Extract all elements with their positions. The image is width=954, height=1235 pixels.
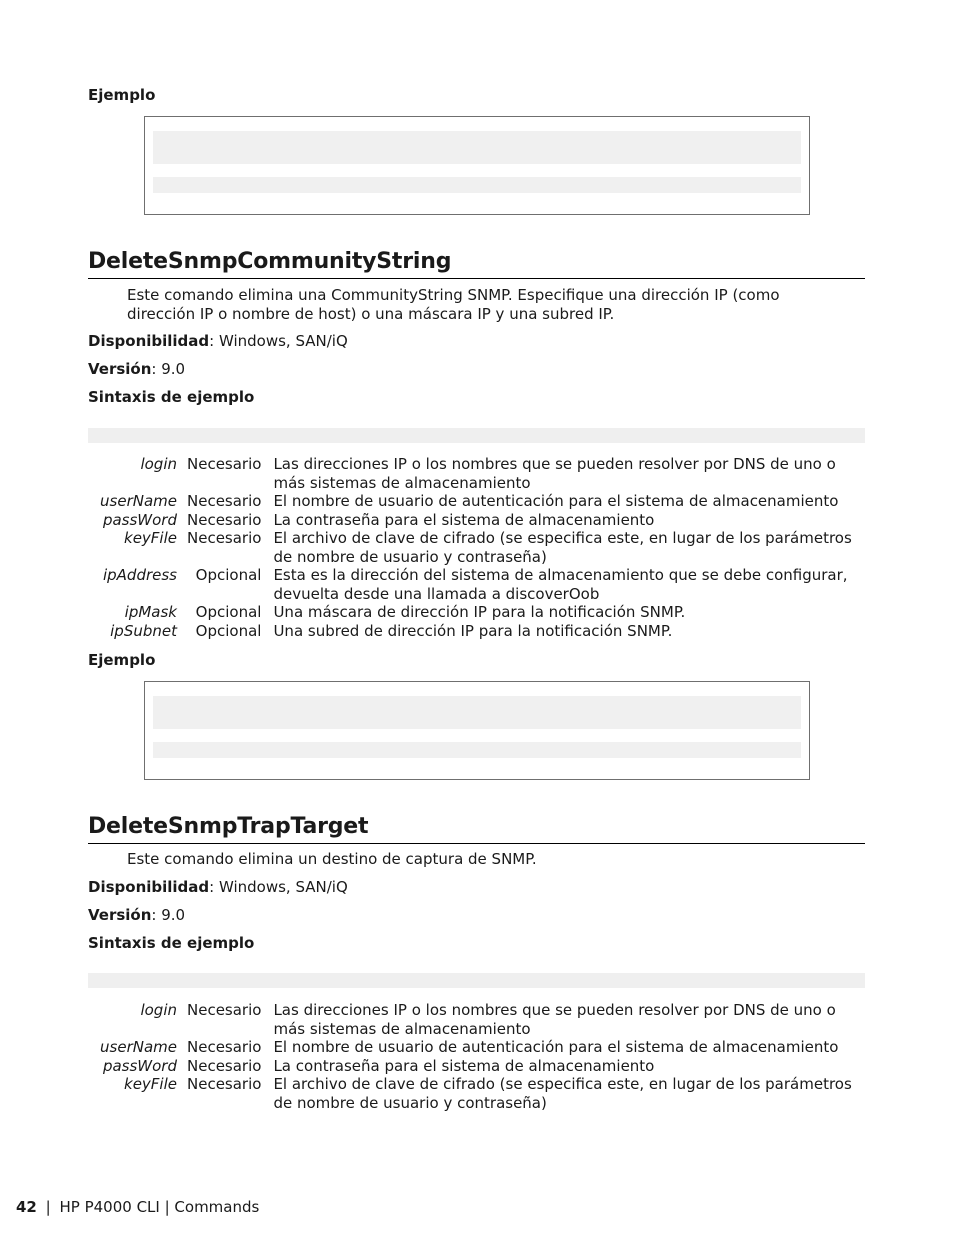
parameter-name: keyFile (124, 529, 177, 547)
parameter-name: passWord (102, 1056, 177, 1075)
parameter-row (88, 511, 863, 530)
parameter-name: userName (100, 1038, 177, 1056)
parameter-description: Las direcciones IP o los nombres que se pueden resolver por DNS de uno o más sistemas de almacenamiento (273, 455, 836, 492)
section-title-delete-snmp-community-string: DeleteSnmpCommunityString (88, 249, 452, 274)
parameter-description: El archivo de clave de cifrado (se especifica este, en lugar de los parámetros de nombre de usuario y contraseña) (273, 1075, 852, 1112)
availability-line (88, 332, 348, 351)
parameter-requirement: Necesario (187, 455, 262, 473)
parameter-requirement: Necesario (187, 492, 262, 510)
section-rule (88, 843, 865, 844)
availability-value: : Windows, SAN/iQ (209, 878, 348, 896)
parameter-row (88, 1001, 863, 1038)
parameter-description: Las direcciones IP o los nombres que se pueden resolver por DNS de uno o más sistemas de almacenamiento (273, 1001, 836, 1038)
parameter-description: El nombre de usuario de autenticación para el sistema de almacenamiento (273, 492, 839, 510)
page-number: 42 (16, 1198, 37, 1216)
parameter-table (88, 455, 863, 640)
syntax-label: Sintaxis de ejemplo (88, 388, 255, 406)
parameter-name: ipAddress (102, 566, 177, 584)
syntax-code-bar (88, 973, 865, 988)
parameter-name: login (140, 455, 177, 473)
version-value: : 9.0 (151, 906, 186, 924)
section-description: Este comando elimina un destino de captura de SNMP. (127, 850, 537, 868)
parameter-row (88, 529, 863, 566)
parameter-row (88, 455, 863, 492)
parameter-requirement: Necesario (187, 510, 262, 529)
parameter-requirement: Opcional (195, 621, 262, 640)
parameter-requirement: Necesario (187, 1038, 262, 1056)
syntax-label: Sintaxis de ejemplo (88, 934, 255, 952)
availability-label: Disponibilidad (88, 878, 210, 896)
parameter-description: Una máscara de dirección IP para la notificación SNMP. (273, 603, 686, 621)
availability-line (88, 878, 348, 897)
example-code-box (144, 116, 810, 215)
parameter-name: passWord (102, 510, 177, 529)
version-line (88, 906, 185, 925)
parameter-name: ipMask (124, 603, 177, 621)
version-label: Versión (88, 906, 152, 924)
parameter-row (88, 603, 863, 622)
parameter-name: keyFile (124, 1075, 177, 1093)
section-description: Este comando elimina una CommunityString SNMP. Especifique una dirección IP (como dirección IP o nombre de host) o una máscara IP y una subred IP. (127, 286, 780, 323)
parameter-requirement: Opcional (195, 566, 262, 584)
parameter-name: userName (100, 492, 177, 510)
code-line (153, 131, 801, 164)
parameter-table (88, 1001, 863, 1112)
availability-value: : Windows, SAN/iQ (209, 332, 348, 350)
version-line (88, 360, 185, 379)
parameter-description: Una subred de dirección IP para la notificación SNMP. (273, 621, 673, 640)
parameter-row (88, 566, 863, 603)
parameter-requirement: Opcional (195, 603, 262, 621)
footer-text: HP P4000 CLI | Commands (59, 1198, 260, 1216)
parameter-row (88, 492, 863, 511)
version-label: Versión (88, 360, 152, 378)
availability-label: Disponibilidad (88, 332, 210, 350)
parameter-row (88, 622, 863, 641)
version-value: : 9.0 (151, 360, 186, 378)
parameter-requirement: Necesario (187, 1056, 262, 1075)
parameter-row (88, 1075, 863, 1112)
parameter-description: La contraseña para el sistema de almacenamiento (273, 510, 655, 529)
parameter-requirement: Necesario (187, 1001, 262, 1019)
parameter-description: El nombre de usuario de autenticación para el sistema de almacenamiento (273, 1038, 839, 1056)
section-rule (88, 278, 865, 279)
footer-separator: | (45, 1198, 51, 1216)
parameter-description: El archivo de clave de cifrado (se especifica este, en lugar de los parámetros de nombre de usuario y contraseña) (273, 529, 852, 566)
example-code-box (144, 681, 810, 780)
parameter-description: La contraseña para el sistema de almacenamiento (273, 1056, 655, 1075)
section-title-delete-snmp-trap-target: DeleteSnmpTrapTarget (88, 814, 369, 839)
parameter-description: Esta es la dirección del sistema de almacenamiento que se debe configurar, devuelta desde una llamada a discoverOob (273, 566, 848, 603)
code-line (153, 742, 801, 758)
example-label: Ejemplo (88, 86, 156, 104)
parameter-name: ipSubnet (110, 621, 177, 640)
parameter-name: login (140, 1001, 177, 1019)
code-line (153, 177, 801, 193)
parameter-row (88, 1057, 863, 1076)
syntax-code-bar (88, 428, 865, 443)
parameter-requirement: Necesario (187, 1075, 262, 1093)
parameter-requirement: Necesario (187, 529, 262, 547)
page-footer (16, 1198, 259, 1216)
example-label: Ejemplo (88, 651, 156, 669)
code-line (153, 696, 801, 729)
parameter-row (88, 1038, 863, 1057)
